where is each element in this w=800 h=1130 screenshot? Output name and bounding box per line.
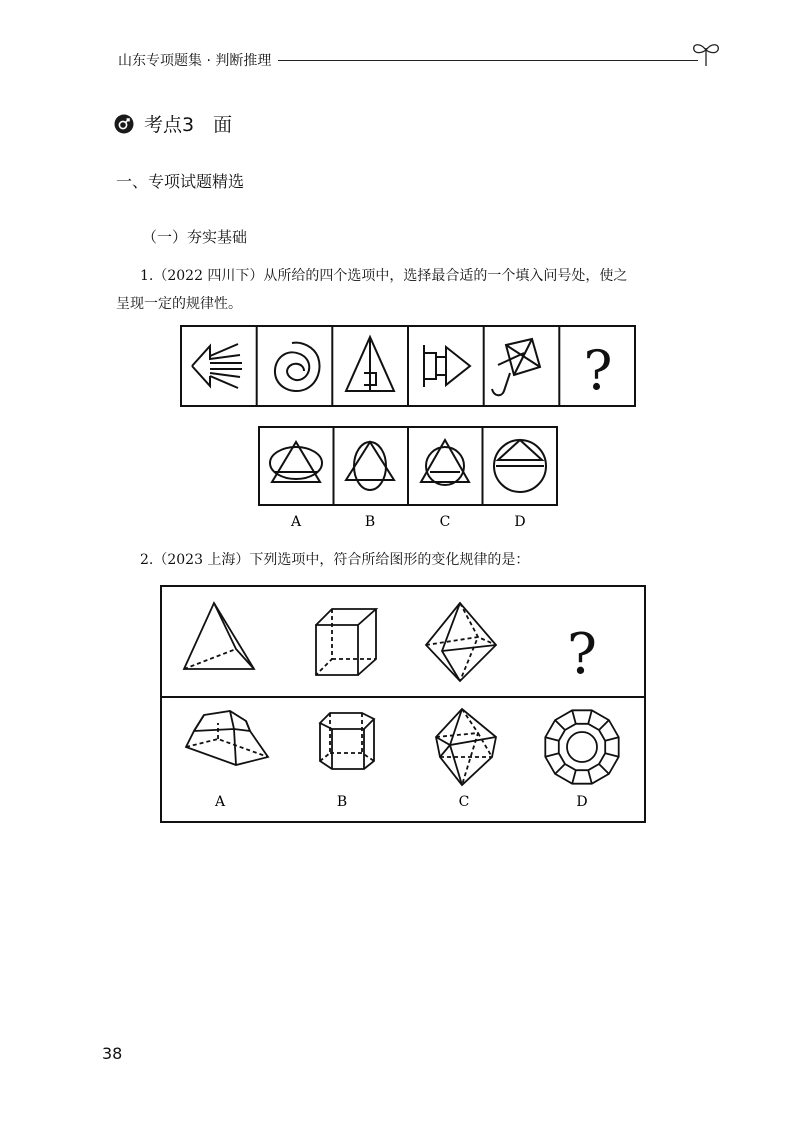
q1-option-label-d: D: [514, 514, 526, 530]
figure-arrow: [192, 344, 242, 388]
q2-option-label-c: C: [458, 794, 470, 810]
section-title: 考点3 面: [144, 114, 233, 136]
figure-spiral: [275, 343, 320, 391]
question1-question-mark: ?: [583, 339, 613, 402]
q2-option-label-d: D: [576, 794, 588, 810]
header-title: 山东专项题集 · 判断推理: [118, 53, 272, 69]
question1-options: [258, 426, 558, 506]
figure-octahedron: [426, 603, 496, 681]
q2-option-c-figure: [436, 709, 496, 785]
question2-text: 2.（2023 上海）下列选项中，符合所给图形的变化规律的是：: [140, 552, 530, 568]
page-number: 38: [102, 1044, 123, 1063]
option-d-figure: [494, 440, 546, 492]
option-a-figure: [270, 442, 322, 482]
question2-option-labels: [160, 790, 646, 812]
q2-option-d-figure: [545, 710, 618, 783]
sprout-icon: [690, 38, 722, 68]
subsubsection-title: （一）夯实基础: [142, 228, 248, 246]
q2-option-label-a: A: [214, 794, 226, 810]
figure-umbrella: [492, 339, 540, 395]
figure-tetrahedron: [184, 603, 254, 669]
q2-option-label-b: B: [336, 794, 348, 810]
question1-line1: 1.（2022 四川下）从所给的四个选项中，选择最合适的一个填入问号处，使之: [140, 268, 628, 284]
question1-option-labels: [258, 510, 558, 532]
question2-question-mark: ?: [566, 622, 598, 687]
subsection-title: 一、专项试题精选: [116, 172, 245, 191]
question1-line2: 呈现一定的规律性。: [116, 296, 242, 312]
q2-option-b-figure: [320, 713, 374, 769]
question1-figure-row: [180, 325, 636, 407]
q1-option-label-a: A: [290, 514, 302, 530]
question1-text: [116, 262, 720, 318]
header-rule: [278, 60, 698, 61]
figure-cube: [316, 609, 376, 675]
option-c-figure: [421, 440, 469, 485]
q2-option-a-figure: [186, 711, 268, 765]
q1-option-label-b: B: [364, 514, 376, 530]
question2-figure: [160, 585, 646, 823]
option-b-figure: [346, 442, 394, 490]
figure-triangle: [346, 337, 394, 391]
section-badge-icon: [114, 114, 134, 134]
figure-speaker: [424, 345, 470, 387]
q1-option-label-c: C: [439, 514, 451, 530]
